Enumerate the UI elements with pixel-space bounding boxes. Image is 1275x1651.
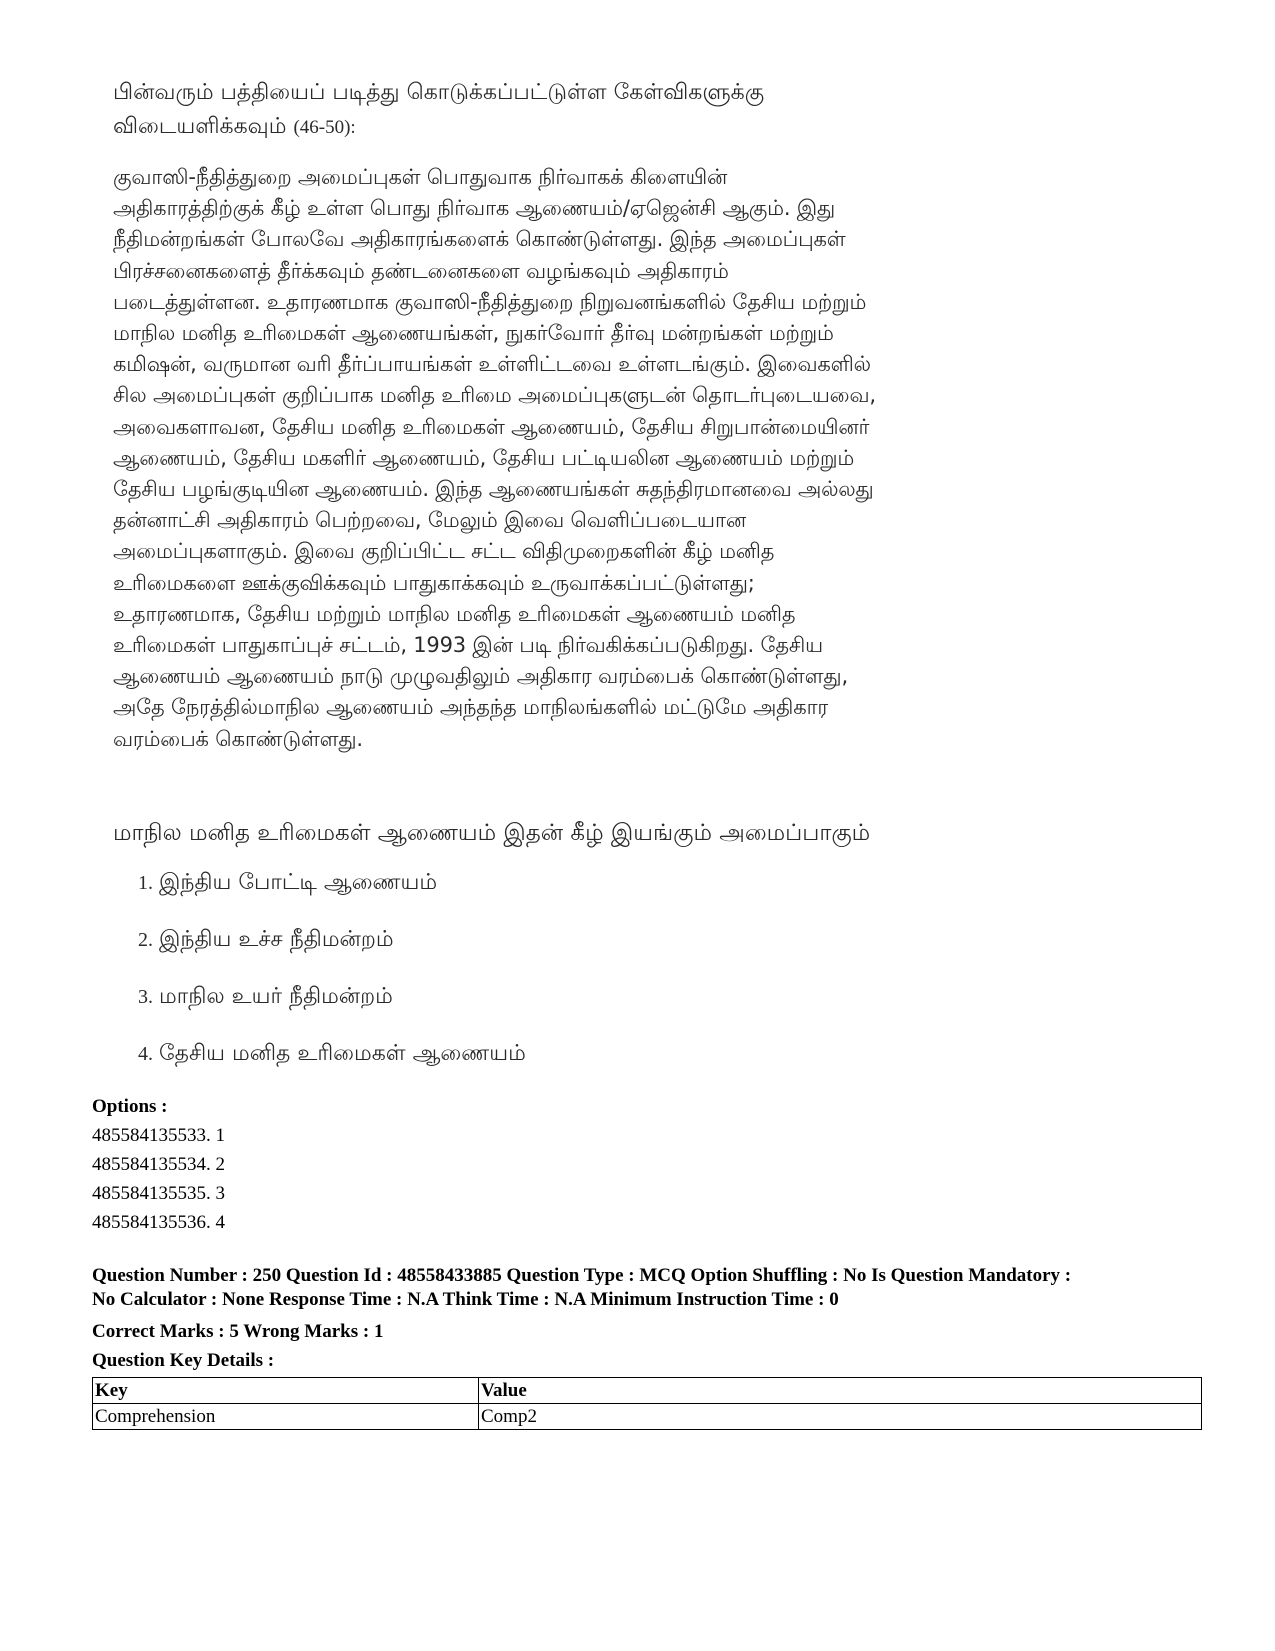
choice-text: மாநில உயர் நீதிமன்றம் [159,984,393,1009]
passage-line: அமைப்புகளாகும். இவை குறிப்பிட்ட சட்ட விதிமுறைகளின் கீழ் மனித [113,539,775,564]
passage-line: வரம்பைக் கொண்டுள்ளது. [113,726,363,751]
option-id: 485584135534. 2 [92,1154,225,1175]
instruction-line-2: விடையளிக்கவும் [113,114,294,139]
choice-item [138,923,1138,980]
option-id: 485584135536. 4 [92,1212,225,1233]
choice-item [138,866,1138,923]
passage-line: தன்னாட்சி அதிகாரம் பெற்றவை, மேலும் இவை வெளிப்படையான [113,508,746,533]
question-metadata [92,1264,1202,1312]
passage-instruction [113,76,1173,145]
passage-line: உதாரணமாக, தேசிய மற்றும் மாநில மனித உரிமைகள் ஆணையம் மனித [113,601,796,626]
table-row [93,1404,1202,1430]
choice-number: 3. [138,986,153,1008]
key-details-table [92,1377,1202,1430]
passage-line: அவைகளாவன, தேசிய மனித உரிமைகள் ஆணையம், தேசிய சிறுபான்மையினர் [113,414,870,439]
passage-line: தேசிய பழங்குடியின ஆணையம். இந்த ஆணையங்கள் சுதந்திரமானவை அல்லது [113,477,874,502]
passage-line: உரிமைகள் பாதுகாப்புச் சட்டம், 1993 இன் படி நிர்வகிக்கப்படுகிறது. தேசிய [113,633,823,658]
passage-line: குவாஸி-நீதித்துறை அமைப்புகள் பொதுவாக நிர்வாகக் கிளையின் [113,165,728,189]
options-header: Options : [92,1096,168,1117]
marks-line: Correct Marks : 5 Wrong Marks : 1 [92,1321,384,1342]
passage-line: கமிஷன், வருமான வரி தீர்ப்பாயங்கள் உள்ளிட்டவை உள்ளடங்கும். இவைகளில் [113,352,871,377]
passage-line: சில அமைப்புகள் குறிப்பாக மனித உரிமை அமைப்புகளுடன் தொடர்புடையவை, [113,383,876,408]
options-list [92,1092,225,1237]
choice-item [138,1037,1138,1094]
passage-line: படைத்துள்ளன. உதாரணமாக குவாஸி-நீதித்துறை நிறுவனங்களில் தேசிய மற்றும் [113,289,867,314]
passage-line: அதிகாரத்திற்குக் கீழ் உள்ள பொது நிர்வாக ஆணையம்/ஏஜென்சி ஆகும். இது [113,196,836,221]
metadata-line-2: No Calculator : None Response Time : N.A Think Time : N.A Minimum Instruction Time : 0 [92,1289,839,1310]
passage-line: ஆணையம், தேசிய மகளிர் ஆணையம், தேசிய பட்டியலின ஆணையம் மற்றும் [113,445,855,470]
passage-line: பிரச்சனைகளைத் தீர்க்கவும் தண்டனைகளை வழங்கவும் அதிகாரம் [113,258,729,283]
option-id: 485584135533. 1 [92,1125,225,1146]
question-range: (46-50): [293,117,356,138]
table-header-value: Value [479,1378,1202,1404]
answer-choices [138,866,1138,1094]
key-details-label: Question Key Details : [92,1350,275,1371]
comprehension-passage [113,162,1213,755]
passage-line: மாநில மனித உரிமைகள் ஆணையங்கள், நுகர்வோர் தீர்வு மன்றங்கள் மற்றும் [113,321,834,346]
option-id: 485584135535. 3 [92,1183,225,1204]
table-cell-key: Comprehension [93,1404,479,1430]
passage-line: நீதிமன்றங்கள் போலவே அதிகாரங்களைக் கொண்டுள்ளது. இந்த அமைப்புகள் [113,227,846,252]
table-cell-value: Comp2 [479,1404,1202,1430]
choice-item [138,980,1138,1037]
metadata-line-1: Question Number : 250 Question Id : 48558433885 Question Type : MCQ Option Shuffling : No Is Question Mandatory : [92,1265,1072,1286]
choice-number: 2. [138,929,153,951]
table-header-row [93,1378,1202,1404]
choice-text: இந்திய உச்ச நீதிமன்றம் [159,927,394,952]
instruction-line-1: பின்வரும் பத்தியைப் படித்து கொடுக்கப்பட்டுள்ள கேள்விகளுக்கு [113,80,765,105]
passage-line: ஆணையம் ஆணையம் நாடு முழுவதிலும் அதிகார வரம்பைக் கொண்டுள்ளது, [113,664,848,689]
passage-line: அதே நேரத்தில்மாநில ஆணையம் அந்தந்த மாநிலங்களில் மட்டுமே அதிகார [113,695,829,720]
choice-number: 1. [138,872,153,894]
passage-line: உரிமைகளை ஊக்குவிக்கவும் பாதுகாக்கவும் உருவாக்கப்பட்டுள்ளது; [113,570,755,595]
choice-number: 4. [138,1043,153,1065]
table-header-key: Key [93,1378,479,1404]
question-text: மாநில மனித உரிமைகள் ஆணையம் இதன் கீழ் இயங்கும் அமைப்பாகும் [113,820,871,846]
choice-text: தேசிய மனித உரிமைகள் ஆணையம் [159,1041,526,1066]
choice-text: இந்திய போட்டி ஆணையம் [159,870,438,895]
